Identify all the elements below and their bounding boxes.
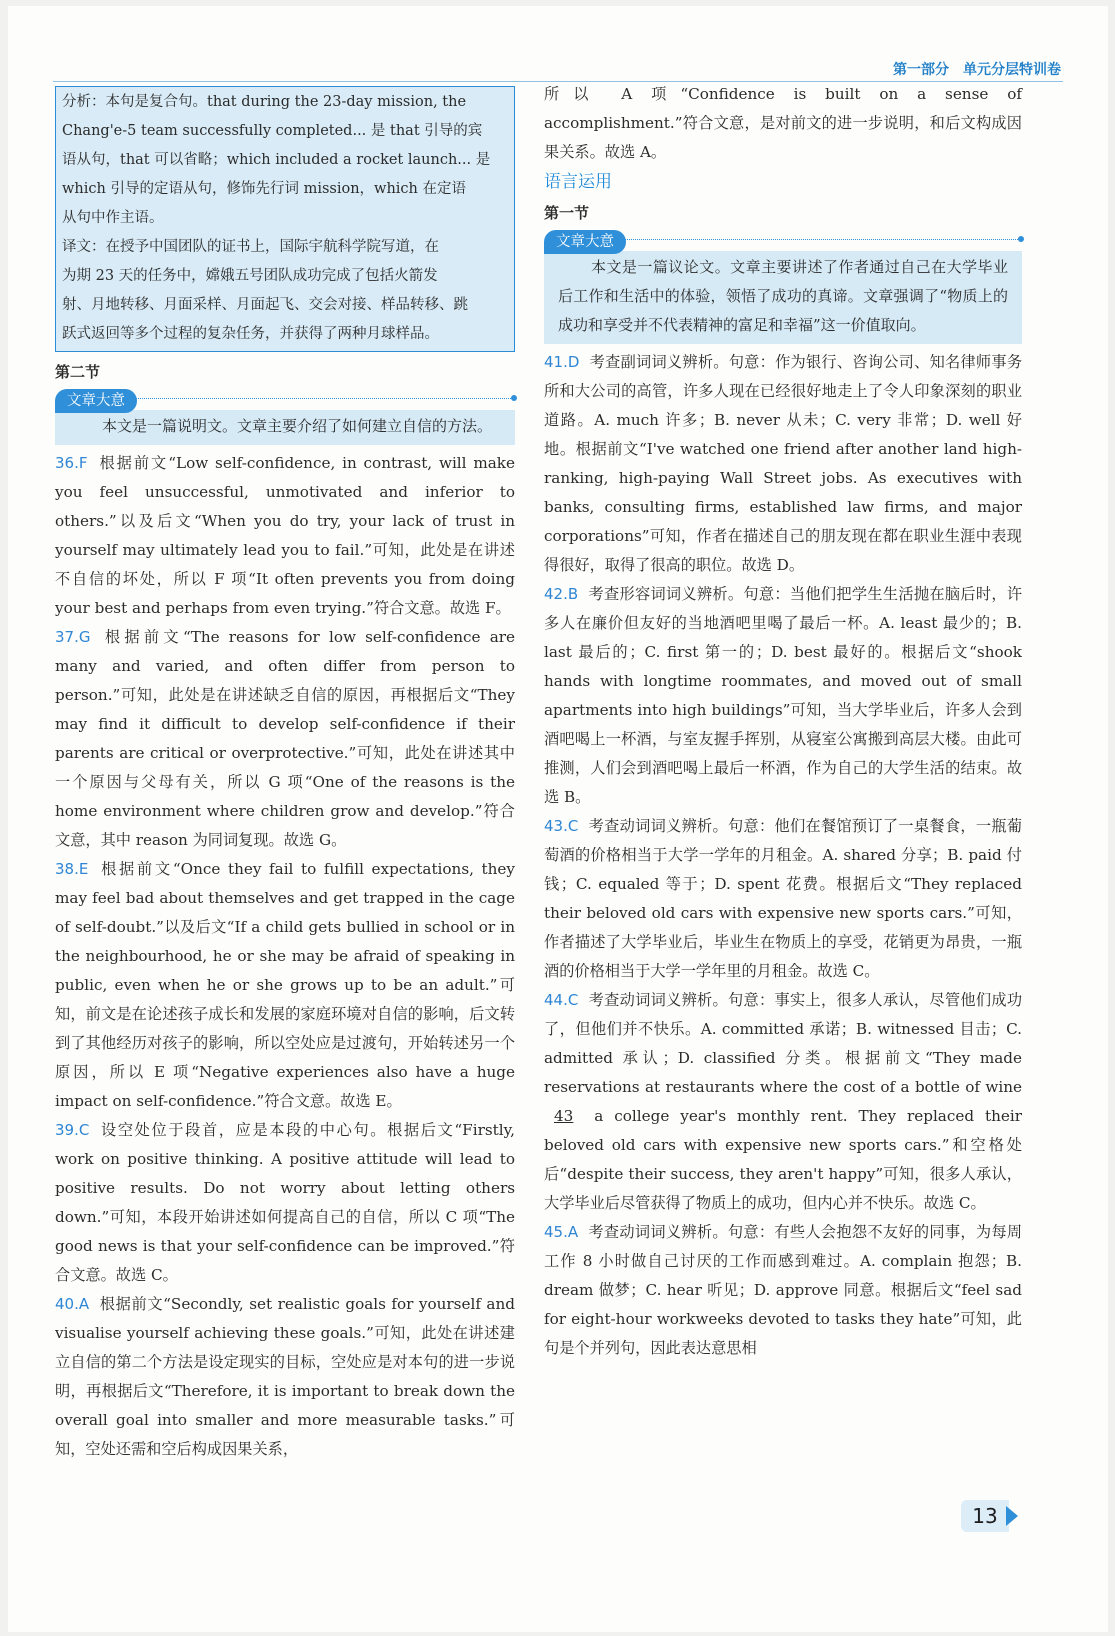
summary-block (55, 386, 515, 445)
summary-tag: 文章大意 (55, 389, 137, 413)
right-column (544, 80, 1022, 1363)
answer-item (544, 348, 1022, 580)
analysis-box (55, 86, 515, 352)
analysis-line: 分析：本句是复合句。that during the 23-day mission, the (62, 94, 467, 110)
answer-item (55, 855, 515, 1116)
answer-explanation: 考查副词词义辨析。句意：作为银行、咨询公司、知名律师事务所和大公司的高管，许多人现在已经很好地走上了令人印象深刻的职业道路。A. much 许多；B. never 从未；C. very 非常；D. well 好地。根据前文“I've watched one friend after another land high-ranking, high-paying Wall Street jobs. As executives with banks, consulting firms, established law firms, and major corporations”可知，作者在描述自己的朋友现在都在职业生涯中表现得很好，取得了很高的职位。故选 D。 (544, 353, 1022, 574)
answer-explanation: 考查动词词义辨析。句意：事实上，很多人承认，尽管他们成功了，但他们并不快乐。A. committed 承诺；B. witnessed 目击；C. admitted 承认；D. classified 分类。根据前文“They made reservations at restaurants where the cost of a bottle of wine (544, 991, 1022, 1096)
blank-43: 43 (554, 1107, 574, 1125)
answer-letter: D (567, 353, 580, 371)
section-1-title: 第一节 (544, 204, 590, 222)
answer-number: 40. (55, 1295, 79, 1313)
analysis-line: 射、月地转移、月面采样、月面起飞、交会对接、样品转移、跳 (62, 297, 468, 313)
answer-letter: A (567, 1223, 579, 1241)
answer-number: 39. (55, 1121, 79, 1139)
answer-letter: B (567, 585, 579, 603)
analysis-line: 为期 23 天的任务中，嫦娥五号团队成功完成了包括火箭发 (62, 268, 438, 284)
analysis-line: 跃式返回等多个过程的复杂任务，并获得了两种月球样品。 (62, 326, 439, 342)
answer-40-continuation: 所以 A 项“Confidence is built on a sense of accomplishment.”符合文意，是对前文的进一步说明，和后文构成因果关系。故选 A。 (544, 85, 1022, 161)
answer-item (55, 449, 515, 623)
answer-item (544, 812, 1022, 986)
answer-item (544, 1218, 1022, 1363)
answer-explanation: 考查动词词义辨析。句意：有些人会抱怨不友好的同事，为每周工作 8 小时做自己讨厌的工作而感到难过。A. complain 抱怨；B. dream 做梦；C. hear 听见；D. approve 同意。根据后文“feel sad for eight-hour workweeks devoted to tasks they hate”可知，此句是个并列句，因此表达意思相 (544, 1223, 1022, 1357)
summary-text: 本文是一篇说明文。文章主要介绍了如何建立自信的方法。 (102, 417, 493, 435)
analysis-line: 语从句，that 可以省略；which included a rocket launch... 是 (62, 152, 491, 168)
summary-block (544, 227, 1022, 344)
summary-tag: 文章大意 (544, 230, 626, 254)
answer-item (55, 623, 515, 855)
answer-explanation-cont: a college year's monthly rent. They replaced their beloved old cars with expensive new sports cars.”和空格处后“despite their success, they aren't happy”可知，很多人承认，大学毕业后尽管获得了物质上的成功，但内心并不快乐。故选 C。 (544, 1107, 1022, 1212)
answer-letter: C (567, 991, 579, 1009)
answer-letter: F (78, 454, 88, 472)
answer-letter: E (78, 860, 89, 878)
left-column (55, 86, 515, 1464)
answer-explanation: 根据前文“The reasons for low self-confidence are many and varied, and often differ from person to person.”可知，此处是在讲述缺乏自信的原因，再根据后文“They may find it difficult to develop self-confidence if their parents are critical or overprotective.”可知，此处在讲述其中一个原因与父母有关，所以 G 项“One of the reasons is the home environment where children grow and develop.”符合文意，其中 reason 为同词复现。故选 G。 (55, 628, 515, 849)
answer-explanation: 根据前文“Once they fail to fulfill expectations, they may feel bad about themselves and get trapped in the cage of self-doubt.”以及后文“If a child gets bullied in school or in the neighbourhood, he or she may be afraid of speaking in public, even when he or she grows up to be an adult.”可知，前文是在论述孩子成长和发展的家庭环境对自信的影响，后文转到了其他经历对孩子的影响，所以空处应是过渡句，开始转述另一个原因，所以 E 项“Negative experiences also have a huge impact on self-confidence.”符合文意。故选 E。 (55, 860, 515, 1110)
answer-explanation: 考查动词词义辨析。句意：他们在餐馆预订了一桌餐食，一瓶葡萄酒的价格相当于大学一学年的月租金。A. shared 分享；B. paid 付钱；C. equaled 等于；D. spent 花费。根据后文“They replaced their beloved old cars with expensive new sports cars.”可知，作者描述了大学毕业后，毕业生在物质上的享受，花销更为昂贵，一瓶酒的价格相当于大学一学年里的月租金。故选 C。 (544, 817, 1022, 980)
summary-text: 本文是一篇议论文。文章主要讲述了作者通过自己在大学毕业后工作和生活中的体验，领悟了成功的真谛。文章强调了“物质上的成功和享受并不代表精神的富足和幸福”这一价值取向。 (558, 258, 1008, 334)
answer-number: 41. (544, 353, 568, 371)
language-use-title: 语言运用 (544, 172, 612, 192)
page-header (53, 59, 1063, 82)
answer-explanation: 考查形容词词义辨析。句意：当他们把学生生活抛在脑后时，许多人在廉价但友好的当地酒吧里喝了最后一杯。A. least 最少的；B. last 最后的；C. first 第一的；D. best 最好的。根据后文“shook hands with longtime roommates, and moved out of small apartments into high buildings”可知，当大学毕业后，许多人会到酒吧喝上一杯酒，与室友握手挥别，从寝室公寓搬到高层大楼。由此可推测，人们会到酒吧喝上最后一杯酒，作为自己的大学生活的结束。故选 B。 (544, 585, 1022, 806)
analysis-line: 译文：在授予中国团队的证书上，国际宇航科学院写道，在 (62, 239, 439, 255)
answer-number: 36. (55, 454, 79, 472)
answer-item (544, 986, 1022, 1218)
answer-explanation: 根据前文“Low self-confidence, in contrast, will make you feel unsuccessful, unmotivated and inferior to others.”以及后文“When you do try, your lack of trust in yourself may ultimately lead you to fail.”可知，此处是在讲述不自信的坏处，所以 F 项“It often prevents you from doing your best and perhaps from even trying.”符合文意。故选 F。 (55, 454, 515, 617)
answer-explanation: 设空处位于段首，应是本段的中心句。根据后文“Firstly, work on positive thinking. A positive attitude will lead to positive results. Do not worry about letting others down.”可知，本段开始讲述如何提高自己的自信，所以 C 项“The good news is that your self-confidence can be improved.”符合文意。故选 C。 (55, 1121, 515, 1284)
page-number: 13 (961, 1500, 1009, 1532)
answer-letter: A (78, 1295, 90, 1313)
summary-dotted-line (614, 239, 1022, 240)
answer-number: 45. (544, 1223, 568, 1241)
section-2-title: 第二节 (55, 363, 101, 381)
answer-letter: C (567, 817, 579, 835)
answer-explanation: 根据前文“Secondly, set realistic goals for yourself and visualise yourself achieving these goals.”可知，此处在讲述建立自信的第二个方法是设定现实的目标，空处应是对本句的进一步说明，再根据后文“Therefore, it is important to break down the overall goal into smaller and more measurable tasks.”可知，空处还需和空后构成因果关系， (55, 1295, 515, 1458)
page (8, 6, 1108, 1632)
page-number-arrow-icon (1006, 1506, 1018, 1526)
analysis-line: Chang'e-5 team successfully completed... 是 that 引导的宾 (62, 123, 483, 139)
header-section-label: 第一部分 单元分层特训卷 (893, 62, 1061, 78)
answer-number: 44. (544, 991, 568, 1009)
answer-number: 38. (55, 860, 79, 878)
answer-number: 43. (544, 817, 568, 835)
answer-number: 42. (544, 585, 568, 603)
answer-item (55, 1116, 515, 1290)
answer-item (544, 580, 1022, 812)
answer-item (55, 1290, 515, 1464)
summary-dotted-line (125, 398, 515, 399)
answer-letter: G (78, 628, 91, 646)
analysis-line: 从句中作主语。 (62, 210, 164, 226)
answer-number: 37. (55, 628, 79, 646)
answer-letter: C (78, 1121, 90, 1139)
analysis-line: which 引导的定语从句，修饰先行词 mission，which 在定语 (62, 181, 466, 197)
